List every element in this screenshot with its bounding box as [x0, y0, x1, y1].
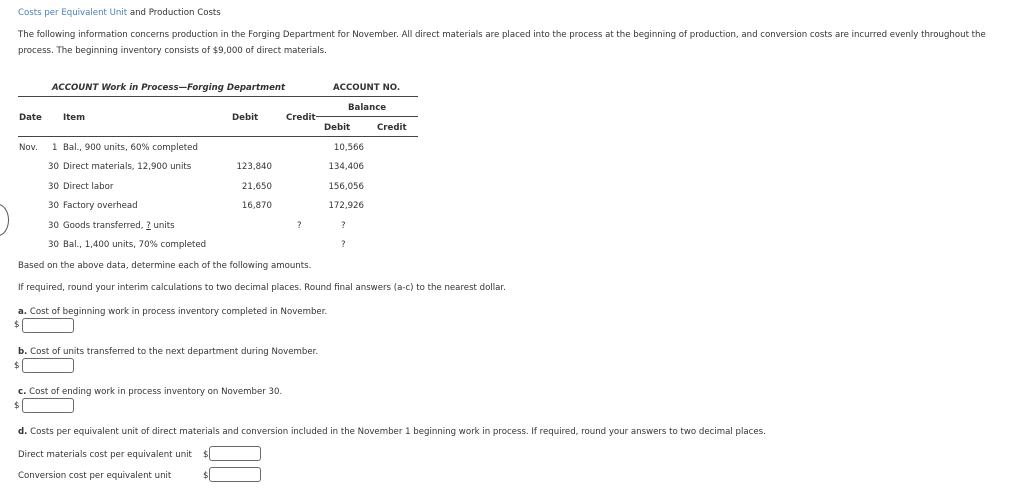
row-balance-debit: 156,056	[328, 182, 364, 192]
breadcrumb-link[interactable]: Costs per Equivalent Unit	[18, 8, 128, 18]
question-text: Cost of beginning work in process inventory completed in November.	[29, 307, 328, 317]
dollar-sign: $	[203, 471, 209, 481]
row-balance-debit: ?	[341, 221, 346, 231]
question-text: Cost of ending work in process inventory on November 30.	[29, 387, 283, 397]
dollar-sign: $	[14, 401, 20, 411]
row-day: 30	[48, 221, 59, 231]
item-text: units	[150, 221, 175, 231]
date-header: Date	[19, 113, 42, 123]
row-item: Direct materials, 12,900 units	[63, 162, 192, 172]
account-title: ACCOUNT Work in Process—Forging Department	[52, 83, 286, 93]
rule-balance	[316, 116, 418, 117]
row-item	[63, 221, 175, 231]
question-letter: b.	[18, 347, 28, 357]
balance-credit-header: Credit	[377, 123, 407, 133]
row-day: 30	[48, 182, 59, 192]
rule-top	[18, 96, 418, 97]
intro-line-1: The following information concerns production in the Forging Department for November. All direct materials are placed into the process at the beginning of production, and conversion costs are incurred evenly throughout the	[18, 30, 986, 40]
row-credit: ?	[297, 221, 302, 231]
debit-header: Debit	[232, 113, 259, 123]
dollar-sign: $	[203, 450, 209, 460]
instruction-1: Based on the above data, determine each of the following amounts.	[18, 261, 312, 271]
conversion-cost-input[interactable]	[209, 467, 261, 482]
row-day: 1	[52, 143, 58, 153]
answer-a-input[interactable]	[22, 318, 74, 333]
question-letter: c.	[18, 387, 27, 397]
instruction-2: If required, round your interim calculations to two decimal places. Round final answers (a-c) to the nearest dollar.	[18, 283, 506, 293]
question-c	[18, 387, 282, 397]
dollar-sign: $	[14, 320, 20, 330]
credit-header: Credit	[286, 113, 316, 123]
row-item: Factory overhead	[63, 201, 138, 211]
dollar-sign: $	[14, 361, 20, 371]
row-balance-debit: ?	[341, 240, 346, 250]
item-text: Goods transferred,	[63, 221, 147, 231]
question-letter: d.	[18, 427, 28, 437]
row-item: Bal., 1,400 units, 70% completed	[63, 240, 207, 250]
row-item: Bal., 900 units, 60% completed	[63, 143, 198, 153]
question-text: Cost of units transferred to the next department during November.	[30, 347, 319, 357]
intro-line-2: process. The beginning inventory consists of $9,000 of direct materials.	[18, 46, 327, 56]
scroll-indicator[interactable]	[0, 204, 9, 236]
breadcrumb	[18, 8, 221, 18]
rule-header	[18, 136, 418, 137]
balance-header: Balance	[348, 103, 387, 113]
row-debit: 123,840	[236, 162, 272, 172]
row-date: Nov.	[19, 143, 38, 153]
row-day: 30	[48, 201, 59, 211]
question-d	[18, 427, 766, 437]
item-header: Item	[63, 113, 86, 123]
balance-debit-header: Debit	[324, 123, 351, 133]
row-day: 30	[48, 162, 59, 172]
row-debit: 21,650	[241, 182, 272, 192]
answer-c-input[interactable]	[22, 398, 74, 413]
question-b	[18, 347, 318, 357]
row-balance-debit: 172,926	[328, 201, 364, 211]
question-a	[18, 307, 327, 317]
row-balance-debit: 10,566	[333, 143, 364, 153]
row-day: 30	[48, 240, 59, 250]
question-letter: a.	[18, 307, 28, 317]
unknown-units: ?	[146, 221, 151, 231]
conversion-cost-label: Conversion cost per equivalent unit	[18, 471, 172, 481]
dm-cost-input[interactable]	[209, 446, 261, 461]
row-item: Direct labor	[63, 182, 114, 192]
account-number-label: ACCOUNT NO.	[333, 83, 401, 93]
dm-cost-label: Direct materials cost per equivalent unit	[18, 450, 192, 460]
question-text: Costs per equivalent unit of direct materials and conversion included in the November 1 beginning work in process. If required, round your answers to two decimal places.	[30, 427, 766, 437]
row-debit: 16,870	[241, 201, 272, 211]
answer-b-input[interactable]	[22, 358, 74, 373]
breadcrumb-title: and Production Costs	[129, 8, 221, 18]
row-balance-debit: 134,406	[328, 162, 364, 172]
